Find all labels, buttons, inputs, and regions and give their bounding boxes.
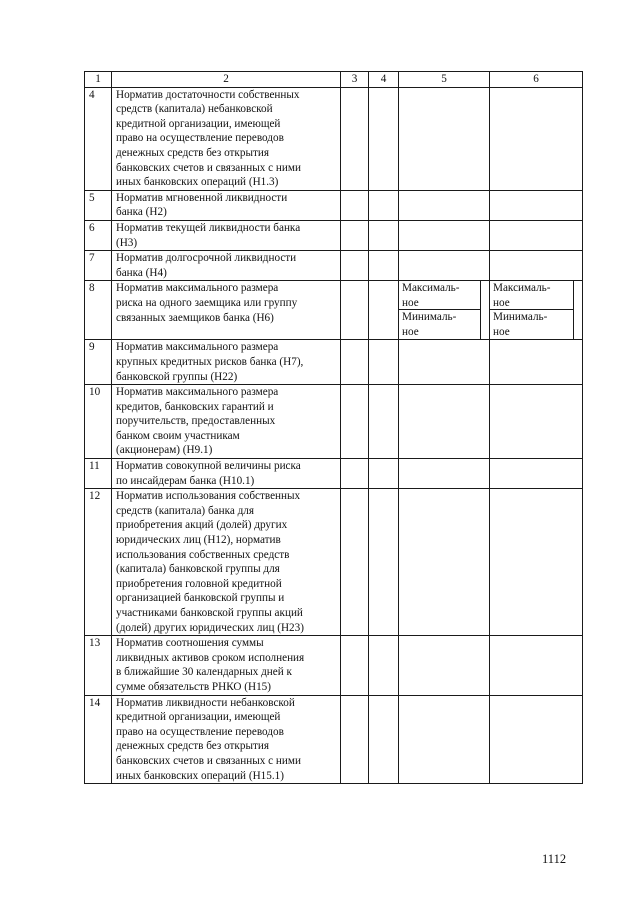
description-line: банка (Н2) <box>116 206 167 219</box>
empty-cell <box>369 695 399 784</box>
description-line: Норматив текущей ликвидности банка <box>116 221 301 234</box>
description-line: поручительств, предоставленных <box>116 415 276 428</box>
empty-cell <box>369 220 399 250</box>
description-line: связанных заемщиков банка (Н6) <box>116 311 274 324</box>
description-line: банковской группы (Н22) <box>116 370 238 383</box>
empty-cell <box>369 251 399 281</box>
norm-description <box>112 251 341 281</box>
norm-description <box>112 695 341 784</box>
header-cell: 1 <box>85 72 112 88</box>
description-line: Норматив достаточности собственных <box>116 88 300 101</box>
empty-cell <box>369 340 399 385</box>
empty-cell <box>490 340 583 385</box>
norm-description <box>112 489 341 636</box>
description-line: Норматив использования собственных <box>116 490 301 503</box>
table-row <box>85 340 583 385</box>
table-row <box>85 281 583 340</box>
empty-cell <box>490 695 583 784</box>
description-line: кредитной организации, имеющей <box>116 117 281 130</box>
split-cell <box>490 281 583 340</box>
norm-description <box>112 87 341 190</box>
description-line: (Н3) <box>116 236 138 249</box>
row-number: 4 <box>85 87 112 190</box>
description-line: в ближайшие 30 календарных дней к <box>116 666 292 679</box>
split-cell <box>399 281 490 340</box>
split-label-line: ное <box>402 325 419 338</box>
description-line: приобретения акций (долей) других <box>116 519 288 532</box>
description-line: крупных кредитных рисков банка (Н7), <box>116 355 304 368</box>
description-line: банковских счетов и связанных с ними <box>116 754 301 767</box>
empty-cell <box>399 220 490 250</box>
empty-cell <box>490 385 583 459</box>
description-line: банком своим участникам <box>116 429 240 442</box>
page-number: 1112 <box>542 852 567 866</box>
norm-description <box>112 281 341 340</box>
row-number: 5 <box>85 190 112 220</box>
description-line: право на осуществление переводов <box>116 132 284 145</box>
norm-description <box>112 340 341 385</box>
row-number: 10 <box>85 385 112 459</box>
description-line: банка (Н4) <box>116 266 167 279</box>
description-line: Норматив максимального размера <box>116 341 279 354</box>
description-line: иных банковских операций (Н15.1) <box>116 769 284 782</box>
description-line: по инсайдерам банка (Н10.1) <box>116 474 255 487</box>
empty-cell <box>341 459 369 489</box>
row-number: 9 <box>85 340 112 385</box>
empty-cell <box>399 87 490 190</box>
header-cell: 5 <box>399 72 490 88</box>
empty-cell <box>341 220 369 250</box>
description-line: денежных средств без открытия <box>116 146 270 159</box>
description-line: Норматив максимального размера <box>116 386 279 399</box>
empty-cell <box>399 459 490 489</box>
maximum-label <box>490 281 574 310</box>
description-line: банковских счетов и связанных с ними <box>116 161 301 174</box>
description-line: Норматив долгосрочной ликвидности <box>116 252 297 265</box>
empty-cell <box>341 190 369 220</box>
row-number: 11 <box>85 459 112 489</box>
norm-description <box>112 190 341 220</box>
table-row <box>85 87 583 190</box>
empty-cell <box>490 459 583 489</box>
table-row <box>85 251 583 281</box>
empty-cell <box>341 281 369 340</box>
description-line: риска на одного заемщика или группу <box>116 296 298 309</box>
header-cell: 3 <box>341 72 369 88</box>
description-line: (долей) других юридических лиц (Н23) <box>116 621 304 634</box>
description-line: Норматив совокупной величины риска <box>116 460 301 473</box>
empty-cell <box>369 87 399 190</box>
row-number: 6 <box>85 220 112 250</box>
table-row <box>85 385 583 459</box>
row-number: 13 <box>85 636 112 695</box>
empty-cell <box>490 636 583 695</box>
header-cell: 4 <box>369 72 399 88</box>
row-number: 7 <box>85 251 112 281</box>
empty-cell <box>399 695 490 784</box>
empty-cell <box>399 251 490 281</box>
description-line: участниками банковской группы акций <box>116 607 303 619</box>
split-label-line: Минималь- <box>402 311 457 324</box>
description-line: кредитов, банковских гарантий и <box>116 400 274 413</box>
empty-cell <box>490 489 583 636</box>
empty-cell <box>490 251 583 281</box>
row-number: 12 <box>85 489 112 636</box>
table-row <box>85 459 583 489</box>
table-row <box>85 636 583 695</box>
norm-description <box>112 220 341 250</box>
description-line: средств (капитала) небанковской <box>116 103 273 116</box>
description-line: (акционерам) (Н9.1) <box>116 444 213 457</box>
empty-cell <box>341 385 369 459</box>
table-row <box>85 695 583 784</box>
empty-cell <box>341 695 369 784</box>
split-label-line: Максималь- <box>402 282 460 295</box>
split-label-line: Минималь- <box>493 311 548 324</box>
empty-cell <box>369 385 399 459</box>
description-line: юридических лиц (Н12), норматив <box>116 534 281 547</box>
empty-cell <box>399 489 490 636</box>
empty-cell <box>399 190 490 220</box>
description-line: иных банковских операций (Н1.3) <box>116 176 279 189</box>
description-line: приобретения головной кредитной <box>116 577 282 590</box>
description-line: Норматив ликвидности небанковской <box>116 696 295 709</box>
description-line: денежных средств без открытия <box>116 740 270 753</box>
empty-cell <box>399 636 490 695</box>
description-line: организацией банковской группы и <box>116 592 285 605</box>
table-row <box>85 190 583 220</box>
empty-cell <box>369 489 399 636</box>
empty-cell <box>490 190 583 220</box>
table-row <box>85 220 583 250</box>
empty-cell <box>341 636 369 695</box>
description-line: право на осуществление переводов <box>116 725 284 738</box>
empty-cell <box>369 459 399 489</box>
split-label-line: ное <box>493 325 510 338</box>
empty-cell <box>490 220 583 250</box>
standards-table <box>84 71 583 784</box>
split-label-line: ное <box>402 296 419 309</box>
split-label-line: Максималь- <box>493 282 551 295</box>
description-line: кредитной организации, имеющей <box>116 711 281 724</box>
table-row <box>85 489 583 636</box>
minimum-label <box>399 310 481 339</box>
description-line: Норматив мгновенной ликвидности <box>116 191 288 204</box>
description-line: (капитала) банковской группы для <box>116 563 280 576</box>
empty-cell <box>369 281 399 340</box>
description-line: использования собственных средств <box>116 548 290 561</box>
empty-cell <box>369 190 399 220</box>
empty-cell <box>341 87 369 190</box>
empty-cell <box>399 385 490 459</box>
norm-description <box>112 636 341 695</box>
split-label-line: ное <box>493 296 510 309</box>
header-row <box>85 72 583 88</box>
norm-description <box>112 459 341 489</box>
description-line: средств (капитала) банка для <box>116 504 255 517</box>
description-line: сумме обязательств РНКО (Н15) <box>116 680 271 693</box>
empty-cell <box>369 636 399 695</box>
minimum-label <box>490 310 574 339</box>
empty-cell <box>399 340 490 385</box>
norm-description <box>112 385 341 459</box>
header-cell: 6 <box>490 72 583 88</box>
maximum-label <box>399 281 481 310</box>
description-line: Норматив соотношения суммы <box>116 637 264 650</box>
description-line: Норматив максимального размера <box>116 282 279 295</box>
empty-cell <box>341 340 369 385</box>
header-cell: 2 <box>112 72 341 88</box>
empty-cell <box>341 251 369 281</box>
row-number: 14 <box>85 695 112 784</box>
empty-cell <box>341 489 369 636</box>
row-number: 8 <box>85 281 112 340</box>
empty-cell <box>490 87 583 190</box>
description-line: ликвидных активов сроком исполнения <box>116 651 305 664</box>
